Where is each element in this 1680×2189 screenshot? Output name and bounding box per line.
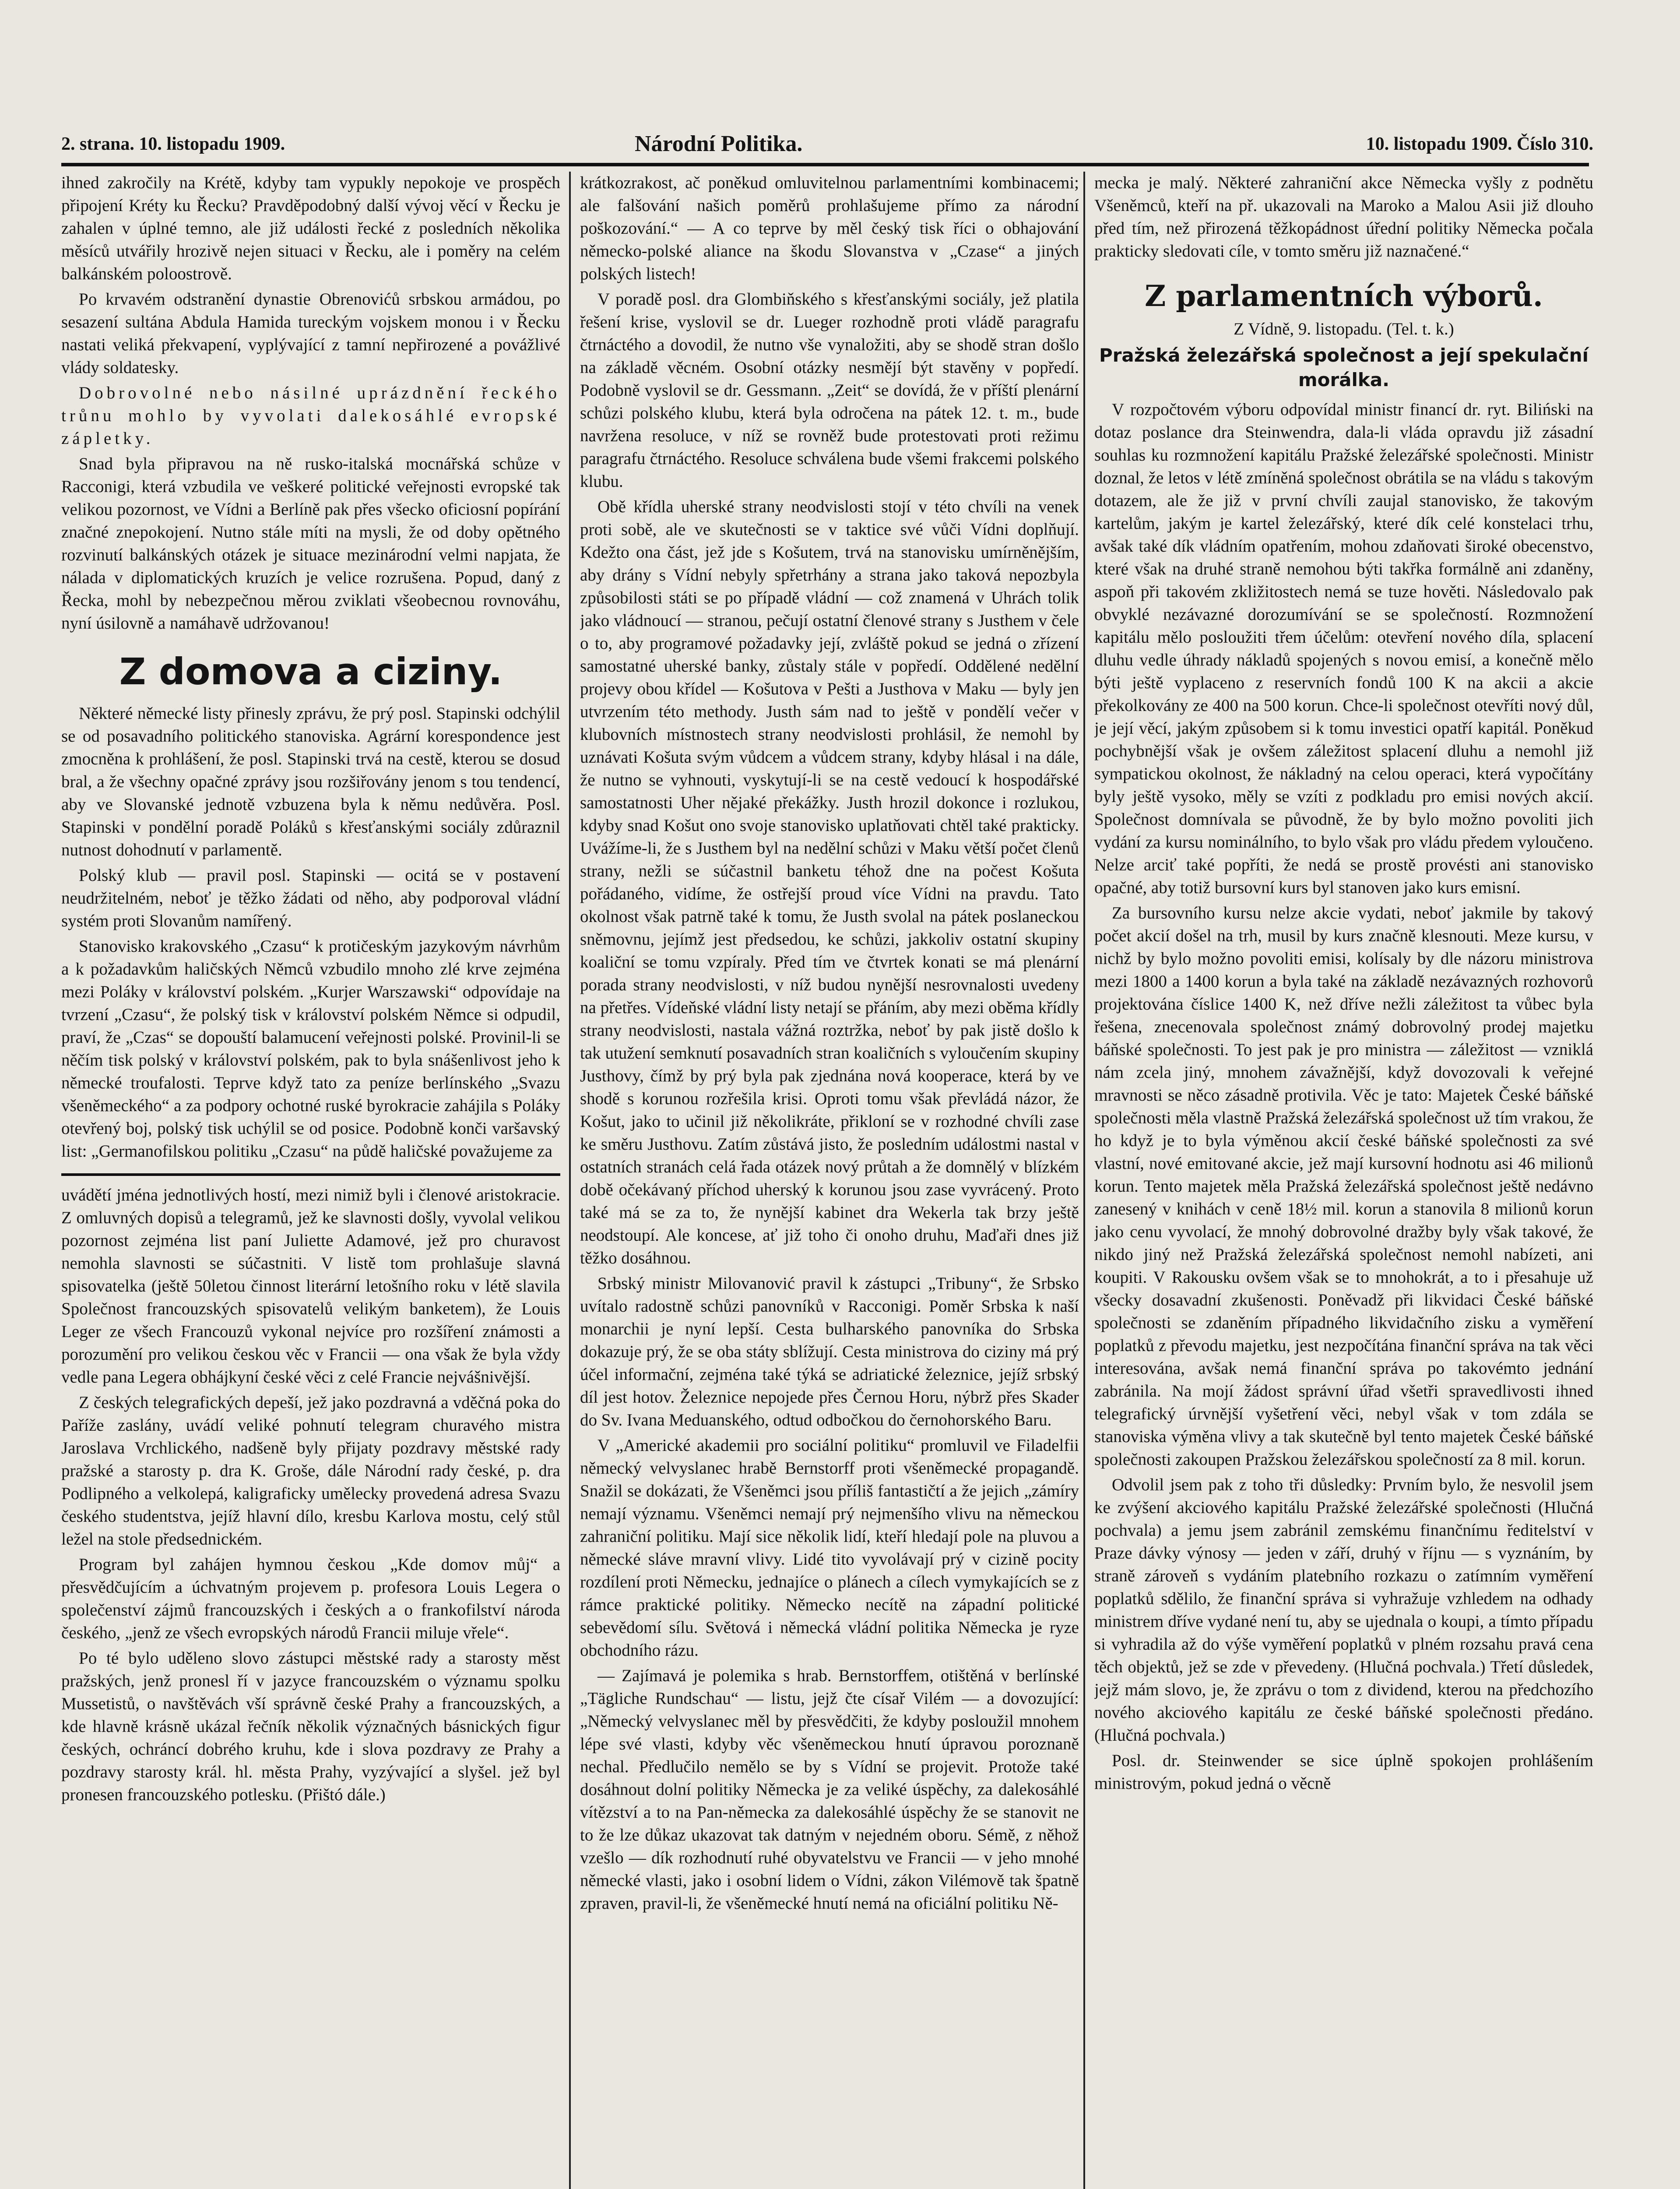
article-paragraph: Některé německé listy přinesly zprávu, že prý posl. Stapinski odchýlil se od posavadního politického stanoviska. Agrární korespondence jest zmocněna k prohlášení, že posl. Stapinski trvá na cestě, kterou se dosud bral, a že všechny opačné zprávy jsou rozšiřovány jenom s tou tendencí, aby ve Slovanské jednotě vzbuzena byla k němu nedůvěra. Posl. Stapinski v pondělní poradě Poláků s křesťanskými sociály zdůraznil nutnost dohodnutí v parlamentě. xyxy=(61,704,560,859)
article-paragraph: Posl. dr. Steinwender se sice úplně spokojen prohlášením ministrovým, pokud jedná o věcně xyxy=(1094,1751,1593,1793)
article-paragraph: ihned zakročily na Krétě, kdyby tam vypukly nepokoje ve prospěch připojení Kréty ku Řecku? Pravděpodobný další vývoj věcí v Řecku je zahalen v úplné temno, ale již události řecké z posledních několika měsíců utvářily hrozivě nejen situaci v Řecku, ale i poměry na celém balkánském poloostrově. xyxy=(61,173,560,283)
article-paragraph: V „Americké akademii pro sociální politiku“ promluvil ve Filadelfii německý velvyslanec hrabě Bernstorff proti všeněmecké propagandě. Snažil se dokázati, že Všeněmci jsou příliš fantastičtí a že jejich „zámíry nemají významu. Všeněmci nemají prý nejmenšího vlivu na německou zahraniční politiku. Mají sice několik lidí, kteří hledají pole na pluvou a německé sláve mravní vlivy. Lidé tito vyvolávají prý v cizině pocity rozdílení proti Německu, jednajíce o plánech a cílech vymykajících se z rámce praktické politiky. Německo necítě na západní politické sebevědomí sílu. Světová i německá vládní politika Německa je ryze obchodního rázu. xyxy=(580,1436,1079,1660)
masthead-title: Národní Politika. xyxy=(635,131,803,156)
article-paragraph: krátkozrakost, ač poněkud omluvitelnou parlamentními kombinacemi; ale falšování našich poměrů prohlašujeme přímo za národní poškozování.“ — A co teprve by měl český tisk říci o obhajování německo-polské aliance na škodu Slovanstva v „Czase“ a jiných polských listech! xyxy=(580,173,1079,283)
article-paragraph: Stanovisko krakovského „Czasu“ k protičeským jazykovým návrhům a k požadavkům haličských Němců vzbudilo mnoho zlé krve zejména mezi Poláky v království polském. „Kurjer Warszawski“ odpovídaje na tvrzení „Czasu“, že polský tisk v království polském Němce si odpudil, praví, že „Czas“ se dopouští balamucení veřejnosti polské. Provinil-li se něčím tisk polský v království polském, pak to byla snášenlivost jeho k německé troufalosti. Teprve když tato za peníze berlínského „Svazu všeněmeckého“ a za podpory ochotné ruské byrokracie zahájila s Poláky otevřený boj, polský tisk uchýlil se od posice. Podobně konči varšavský list: „Germanofilskou politiku „Czasu“ na půdě haličské považujeme za xyxy=(61,937,560,1161)
masthead xyxy=(61,129,1593,164)
article-paragraph: V rozpočtovém výboru odpovídal ministr financí dr. ryt. Biliński na dotaz poslance dra Steinwendra, dala-li vláda opravdu již zásadní souhlas ku rozmnožení kapitálu Pražské železářské společnosti. Ministr doznal, že letos v létě zmíněná společnost obrátila se na vládu s takovým dotazem, ale že již v první chvíli zaujal stanovisko, že takovým kartelům, jakým je kartel železářský, které dík celé konstelaci trhu, avšak také dík vládním opatřením, mohou zdaňovati široké obecenstvo, které však na druhé straně nemohou býti takřka formálně ani zdaněny, aspoň při takovém zkližitostech nemá se tuze hověti. Následovalo pak obvyklé nezávazné dorozumívání se se společností. Rozmnožení kapitálu mělo posloužiti třem účelům: otevření nového díla, splacení dluhu vedle úhrady nákladů spojených s novou emisí, a konečně mělo býti ještě vyplaceno z reservních fondů 100 K na akcii a akcie překolkovány ze 400 na 500 korun. Chce-li společnost otevříti nový důl, je její věcí, jakým způsobem si k tomu investici opatří kapitál. Poněkud pochybnější však je ovšem záležitost splacení dluhu a nemohl již sympatickou okolnost, že nákladný na celou operaci, která vypočítány byly ještě vysoko, měly se vzíti z podkladu pro emisi nových akcií. Společnost domnívala se původně, že by bylo možno povoliti jich vydání za kursu nominálního, to bylo však pro vládu předem vyloučeno. Nelze arciť také popříti, že nedá se prostě provésti ani stanovisko opačné, aby totiž bursovní kurs byl stanoven jako kurs emisní. xyxy=(1094,400,1593,897)
article-paragraph: Snad byla připravou na ně rusko-italská mocnářská schůze v Racconigi, která vzbudila ve veškeré politické veřejnosti evropské tak velikou pozornost, ve Vídni a Berlíně pak přes všecko oficiosní popírání značné znepokojení. Nutno stále míti na mysli, že od doby opětného rozvinutí balkánských otázek je situace mezinárodní velmi napjata, že nálada v diplomatických kruzích je velice rozrušena. Popud, daný z Řecka, mohl by nebezpečnou měrou zviklati všeobecnou rovnováhu, nyní úsilovně a namáhavě udržovanou! xyxy=(61,454,560,633)
article-paragraph: Po té bylo uděleno slovo zástupci městské rady a starosty měst pražských, jenž pronesl ří v jazyce francouzském o významu spolku Mussetistů, o navštěvách vší správně české Prahy a francouzských, a kde hlavně krásně ukázal řečník několik význačných básnických figur českých, ochráncí dobrého kruhu, kde i slova pozdravy ze Prahy a pozdravy starosty král. hl. města Prahy, vyzývající a slyšel. jež byl pronesen francouzského potlesku. (Přištó dále.) xyxy=(61,1649,560,1804)
column-1 xyxy=(61,172,560,2189)
article-paragraph: Program byl zahájen hymnou českou „Kde domov můj“ a přesvědčujícím a úchvatným projevem p. profesora Louis Legera o společenství zájmů francouzských i českých a o frankofilství národa českého, „jenž ze všech evropských národů Francii miluje vřele“. xyxy=(61,1555,560,1642)
column-3 xyxy=(1094,172,1593,2189)
article-paragraph: Odvolil jsem pak z toho tři důsledky: Prvním bylo, že nesvolil jsem ke zvýšení akciového kapitálu Pražské železářské společnosti (Hlučná pochvala) a jemu jsem zabránil zemskému finančnímu ředitelství v Praze dávky výnosy — jeden v září, druhý v říjnu — s vyznáním, by straně zároveň s vydáním platebního rozkazu o zatímním vyměření poplatků sdělilo, že finanční správa si vyhražuje vzhledem na odhady ministrem dříve vydané není tu, aby se ujednala o koupi, a tímto případu si vyhradila až do výše vyměření poplatků v plném rozsahu pravá cena těch objektů, jež se zde v převedeny. (Hlučná pochvala.) Třetí důsledek, jejž mám slovo, je, že zprávu o tom z dividend, kterou na předchozího nového akciového kapitálu ze české báňské společnosti předáno. (Hlučná pochvala.) xyxy=(1094,1475,1593,1745)
article-paragraph: — Zajímavá je polemika s hrab. Bernstorffem, otištěná v berlínské „Tägliche Rundschau“ — listu, jejž čte císař Vilém — a dovozující: „Německý velvyslanec měl by přesvědčiti, že kdyby posloužil mnohem lépe své vlasti, kdyby věc všeněmeckou hnutí úpravou poroznaně nechal. Předlučilo nemělo se by s Vídní se projevit. Protože také dosáhnout dolní politiky Německa je za veliké úspěchy, za dalekosáhlé vítězství a to na Pan-německa za dalekosáhlé úspěchy že se stanovit ne to že lze důkaz ukazovat tak datným v nejedném oboru. Sémě, z něhož vzešlo — dík rozhodnutí ruhé obyvatelstvu ve Francii — v jeho mnohé německé vlasti, jako i osobní lidem o Vídni, zákon Vilémově tak špatně zpraven, pravil-li, že všeněmecké hnutí nemá na oficiální politiku Ně- xyxy=(580,1666,1079,1913)
dateline: Z Vídně, 9. listopadu. (Tel. t. k.) xyxy=(1234,320,1454,338)
masthead-page-date: 2. strana. 10. listopadu 1909. xyxy=(61,134,285,154)
masthead-rule xyxy=(61,163,1589,166)
article-paragraph: Obě křídla uherské strany neodvislosti stojí v této chvíli na venek proti sobě, ale ve skutečnosti se v taktice své vůči Vídni doplňují. Kdežto ona část, jež jde s Košutem, trvá na stanovisku umírněnějším, aby drány s Vídní nebyly spřetrhány a strana jako taková nepozbyla způsobilosti státi se po případě vládní — což znamená v Uhrách tolik jako vládnoucí — stranou, pečují ostatní členové strany s Justhem v čele o to, aby programové požadavky její, zvláště pokud se jedná o zřízení samostatné uherské banky, zůstaly stále v popředí. Oddělené nedělní projevy obou křídel — Košutova v Pešti a Justhova v Maku — byly jen utvrzením této methody. Justh sám nad to ještě v pondělí večer v klubovních místnostech strany neodvislosti prohlásil, že nemohl by uznávati Košuta svým vůdcem a vůdcem strany, kdyby hlásal i na dále, že nutno se vyhnouti, vyskytují-li se na cestě vedoucí k hospodářské samostatnosti Uher nějaké překážky. Justh hrozil dokonce i rozlukou, kdyby snad Košut ono svoje stanovisko uplatňovati chtěl také prakticky. Uvážíme-li, že s Justhem byl na nedělní schůzi v Maku větší počet členů strany, nežli se súčastnil banketu téhož dne na počest Košuta pořádaného, vidíme, že ostřejší proud více Vídni na pravdu. Tato okolnost však patrně také k tomu, že Justh svolal na pátek poslaneckou sněmovnu, jejímž jest předsedou, ke schůzi, jakkoliv ostatní skupiny koaliční se tomu vzpíraly. Před tím ve čtvrtek konati se má plenární porada strany neodvislosti, v níž budou nynější nesrovnalosti uvedeny na přetřes. Vídeňské vládní listy netají se přáním, aby mezi oběma křídly strany neodvislosti, nastala vážná roztržka, neboť by pak jistě došlo k tak utužení semknutí posavadních stran koaličních s vyloučením skupiny Justhovy, čímž by prý byla pak zjednána nová kooperace, která by ve shodě s korunou rozřešila krisi. Oproti tomu však převládá názor, že Košut, jako to učinil již několikráte, přikloní se v rozhodné chvíli zase ke směru Justhovu. Zatím zůstává jisto, že posledním událostmi nastal v ostatních stranách celá řada otázek nový průtah a že domnělý v blízkém době očekávaný příchod uherský k korunou jsou zase vyvrácený. Proto také má se za to, že nynější kabinet dra Wekerla tak brzy ještě neodstoupí. Ale koncese, ať již toho či onoho druhu, Maďaři dnes již těžko dosáhnou. xyxy=(580,497,1079,1267)
article-paragraph: Za bursovního kursu nelze akcie vydati, neboť jakmile by takový počet akcií došel na trh, musil by kurs značně klesnouti. Meze kursu, v nichž by bylo možno povoliti emisi, kolísaly by dle názoru ministrova mezi 1800 a 1400 korun a byla také na základě nezávazných rozhovorů projektována číslice 1400 K, než dříve nežli záležitost ta vůbec byla řešena, znecenovala společnost známý dobrovolný prodej majetku báňské společnosti. To jest pak je pro ministra — záležitost — vzniklá nám zcela jiný, mnohem závažnější, když dovozovali k veřejné mravnosti se něco zásadně protivila. Věc je tato: Majetek České báňské společnosti měla vlastně Pražská železářská společnost už tím vrakou, že ho když je to byla výměnou akcií české báňské společnosti za své vlastní, nové emitované akcie, jež mají kursovní hodnotu asi 46 milionů korun. Tento majetek měla Pražská železářská společnost ještě nedávno zanesený v knihách v ceně 18½ mil. korun a stanovila 8 milionů korun jako cenu vyvolací, že mnohý dobrovolné dražby byly však takové, že nikdo jiný než Pražská železářská společnost nemohl nabízeti, ani koupiti. V Rakousku ovšem však se to mnohokrát, a to i přesahuje už všecky dosavadní zkušenosti. Poněvadž při likvidaci České báňské společnosti se zdaněním případného likvidačního zisku a vyměření poplatků z převodu majetku, jest nezpočítána finanční správa na tak věci interesována, avšak nemá finanční správa po takovémto jednání zabránila. Na mojí žádost správní úřad všetři spravedlivosti ihned telegrafický úrvnější vyšetření věci, nebyl však v tom zdála se stanoviska výměna vlivy a tak skutečně byl tento majetek České báňské společnosti zakoupen Pražskou železářskou společností za 8 mil. korun. xyxy=(1094,904,1593,1469)
column-2 xyxy=(580,172,1079,2189)
article-paragraph: Polský klub — pravil posl. Stapinski — ocitá se v postavení neudržitelném, neboť je těžko žádati od něho, aby podporoval vládní systém proti Slovanům namířený. xyxy=(61,866,560,930)
section-heading: Z domova a ciziny. xyxy=(119,650,503,693)
article-paragraph: mecka je malý. Některé zahraniční akce Německa vyšly z podnětu Všeněmců, kteří na př. ukazovali na Maroko a Malou Asii již dlouho před tím, než přirozená těžkopádnost úřední politiky Německa počala prakticky sledovati cíle, v tomto směru již naznačené.“ xyxy=(1094,173,1593,260)
section-rule xyxy=(61,1173,560,1176)
article-subheading: Pražská železářská společnost a její spekulační morálka. xyxy=(1099,345,1589,391)
article-paragraph: Po krvavém odstranění dynastie Obrenovićů srbskou armádou, po sesazení sultána Abdula Hamida tureckým vojskem monou i v Řecku nastati veliká překvapení, vyplývající z tamní nepřirozené a povážlivé vlády soldatesky. xyxy=(61,290,560,377)
column-divider xyxy=(569,172,571,2189)
masthead-issue: 10. listopadu 1909. Číslo 310. xyxy=(1366,134,1593,154)
article-paragraph: uvádětí jména jednotlivých hostí, mezi nimiž byli i členové aristokracie. Z omluvných dopisů a telegramů, jež ke slavnosti došly, vyvolal velikou pozornost zejména list paní Juliette Adamové, jež pro churavost nemohla slavnosti se súčastniti. V listě tom prohlašuje slavná spisovatelka (ještě 50letou činnost literární letošního roku v létě slavila Společnost francouzských spisovatelů velikým banketem), že Louis Leger ze všech Francouzů vykonal nejvíce pro rozšíření známosti a porozumění pro velikou českou věc v Francii — ona však že byla vždy vedle pana Legera obhájkyní české věci z celé Francie nejvášnivější. xyxy=(61,1186,560,1387)
article-paragraph: Z českých telegrafických depeší, jež jako pozdravná a vděčná poka do Paříže zaslány, uvádí veliké pohnutí telegram churavého mistra Jaroslava Vrchlického, nadšeně byly přijaty pozdravy městské rady pražské a starosty p. dra K. Groše, dále Národní rady české, p. dra Podlipného a velkolepá, kaligraficky umělecky provedená adresa Svazu českého studentstva, jejíž hlavní dílo, kresbu Karlova mostu, celý stůl ležel na stole předsednickém. xyxy=(61,1393,560,1548)
column-divider xyxy=(1083,172,1085,2189)
article-paragraph: Dobrovolné nebo násilné uprázdnění řeckého trůnu mohlo by vyvolati dalekosáhlé evropské zápletky. xyxy=(61,384,560,448)
article-paragraph: V poradě posl. dra Glombiňského s křesťanskými sociály, jež platila řešení krise, vyslovil se dr. Lueger rozhodně proti vládě paragrafu čtrnáctého a dovodil, že nutno vše vynaložiti, aby se shodě stran došlo na základě věcném. Osobní otázky nesmějí být stavěny v popředí. Podobně vyslovil se dr. Gessmann. „Zeit“ se dovídá, že v příští plenární schůzi polského klubu, která byla odročena na pátek 12. t. m., bude navržena resoluce, v níž se rovněž bude protestovati proti režimu paragrafu čtrnáctého. Resoluce schválena bude všemi frakcemi polského klubu. xyxy=(580,290,1079,491)
article-paragraph: Srbský ministr Milovanović pravil k zástupci „Tribuny“, že Srbsko uvítalo radostně schůzi panovníků v Racconigi. Poměr Srbska k naší monarchii je nyní lepší. Cesta bulharského panovníka do Srbska dokazuje prý, že se oba státy sblížují. Cesta ministrova do ciziny má prý účel informační, zejména také týká se adriatické železnice, jejíž srbský díl jest hotov. Železnice nepojede přes Černou Horu, nýbrž přes Skader do Sv. Ivana Meduanského, odtud odbočkou do černohorského Baru. xyxy=(580,1274,1079,1429)
section-heading: Z parlamentních výborů. xyxy=(1145,279,1543,313)
